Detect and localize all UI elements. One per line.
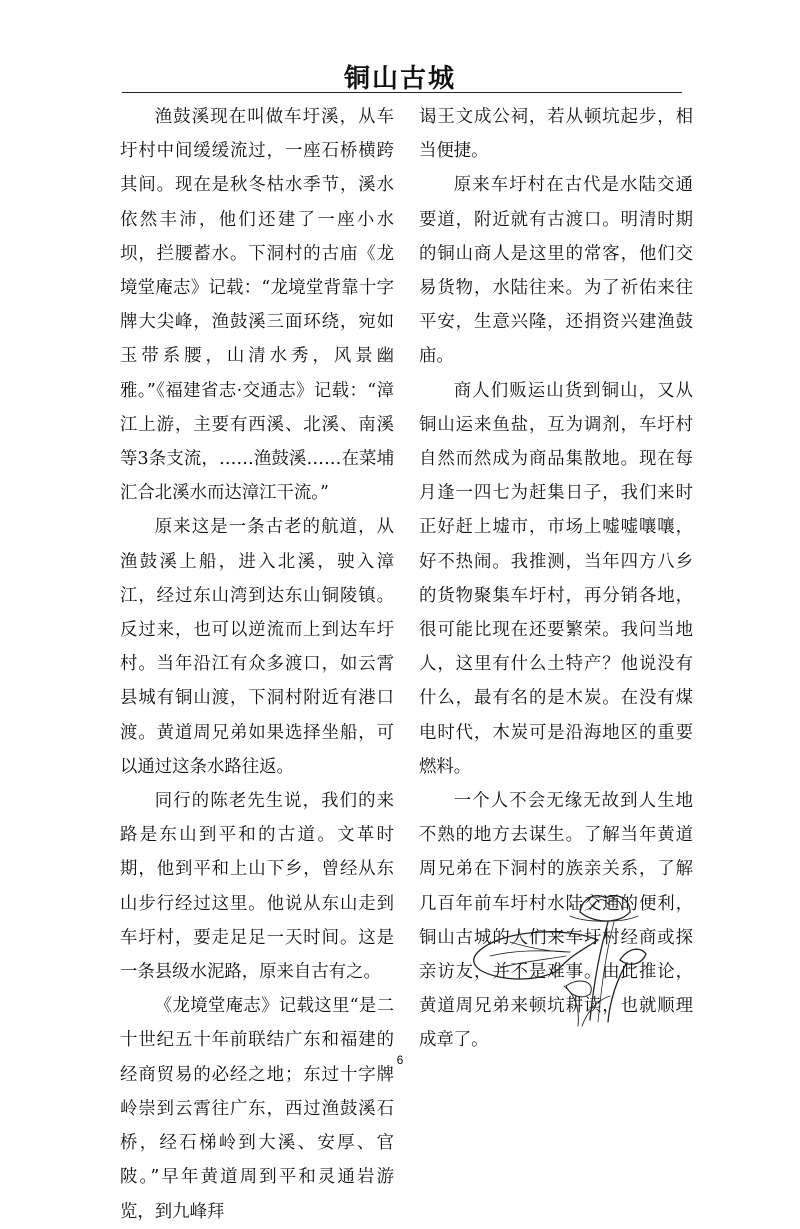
paragraph: 原来这是一条古老的航道，从渔鼓溪上船，进入北溪，驶入漳江，经过东山湾到达东山铜陵镇。反过来，也可以逆流而上到达车圩村。当年沿江有众多渡口，如云霄县城有铜山渡，下洞村附近有港口渡。黄道周兄弟如果选择坐船，可以通过这条水路往返。 [120,517,394,777]
paragraph: 谒王文成公祠，若从顿坑起步，相当便捷。 [419,107,693,162]
paragraph: 商人们贩运山货到铜山，又从铜山运来鱼盐，互为调剂，车圩村自然而然成为商品集散地。现在每月逢一四七为赶集日子，我们来时正好赶上墟市，市场上嘘嘘嚷嚷，好不热闹。我推测，当年四方八乡的货物聚集车圩村，再分销各地，很可能比现在还要繁荣。我问当地人，这里有什么土特产？他说没有什么，最有名的是木炭。在没有煤电时代，木炭可是沿海地区的重要燃料。 [419,380,693,777]
paragraph: 渔鼓溪现在叫做车圩溪，从车圩村中间缓缓流过，一座石桥横跨其间。现在是秋冬枯水季节，溪水依然丰沛，他们还建了一座小水坝，拦腰蓄水。下洞村的古庙《龙境堂庵志》记载：“龙境堂背靠十字牌大尖峰，渔鼓溪三面环绕，宛如玉带系腰，山清水秀，风景幽雅。”《福建省志·交通志》记载：“漳江上游，主要有西溪、北溪、南溪等3条支流，……渔鼓溪……在菜埔汇合北溪水而达漳江干流。” [120,107,394,504]
page-number: 6 [396,1053,404,1067]
paragraph: 同行的陈老先生说，我们的来路是东山到平和的古道。文革时期，他到平和上山下乡，曾经从东山步行经过这里。他说从东山走到车圩村，要走足足一天时间。这是一条县级水泥路，原来自古有之。 [120,791,394,983]
page-title: 铜山古城 [343,64,456,94]
paragraph: 《龙境堂庵志》记载这里“是二十世纪五十年前联结广东和福建的经商贸易的必经之地；东过十字牌岭崇到云霄往广东，西过渔鼓溪石桥，经石梯岭到大溪、安厚、官陂。”早年黄道周到平和灵通岩游览，到九峰拜 [120,996,394,1222]
lotus-icon [470,890,670,1030]
header-rule [122,92,682,93]
paragraph: 一个人不会无缘无故到人生地不熟的地方去谋生。了解当年黄道周兄弟在下洞村的族亲关系，了解几百年前车圩村水陆交通的便利，铜山古城的人们来车圩村经商或探亲访友，并不是难事。由此推论，黄道周兄弟来顿坑耕读，也就顺理成章了。 [419,791,693,1051]
paragraph: 原来车圩村在古代是水陆交通要道，附近就有古渡口。明清时期的铜山商人是这里的常客，他们交易货物，水陆往来。为了祈佑来往平安，生意兴隆，还捐资兴建渔鼓庙。 [419,175,693,367]
